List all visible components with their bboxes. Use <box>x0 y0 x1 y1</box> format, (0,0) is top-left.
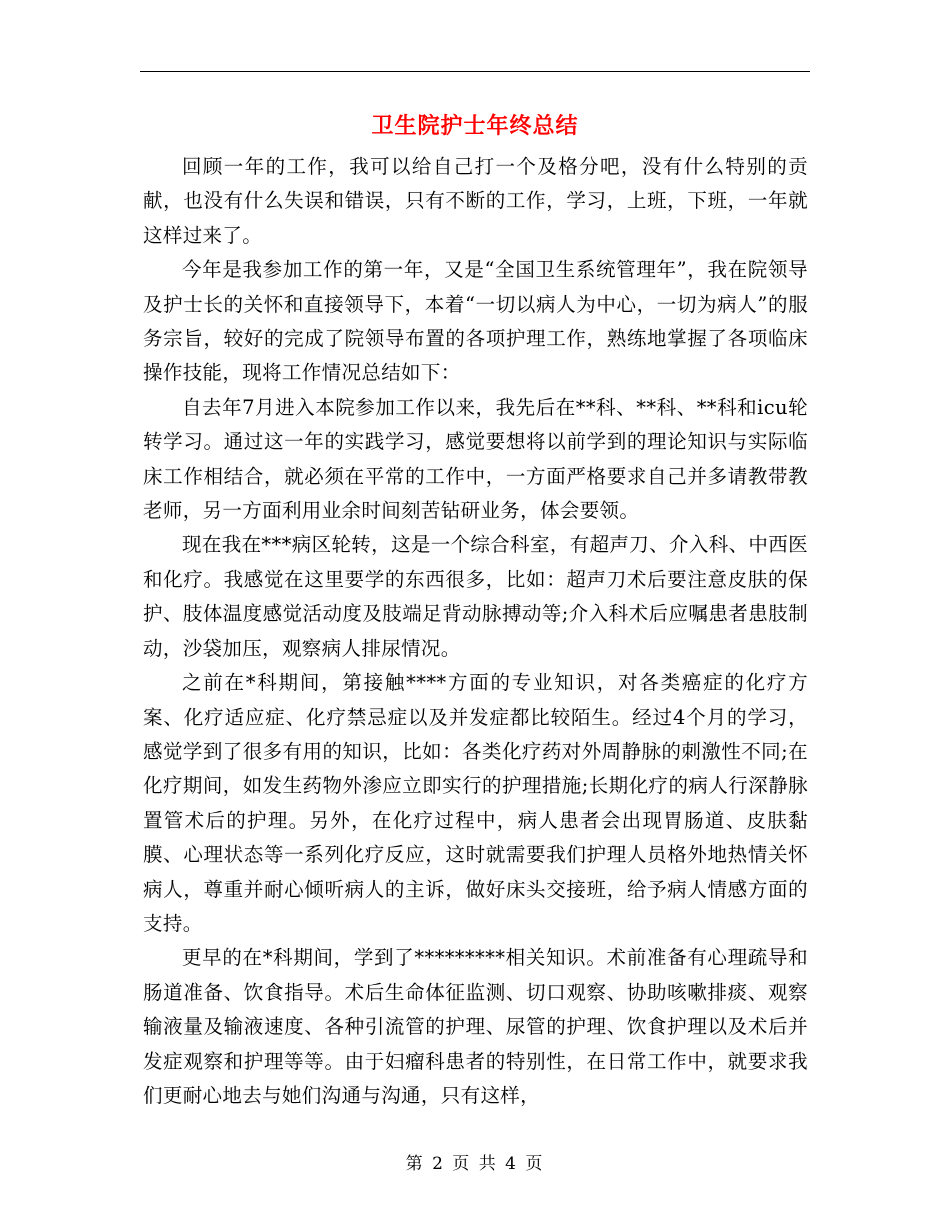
paragraph-3: 自去年7月进入本院参加工作以来，我先后在**科、**科、**科和icu轮转学习。通过这一年的实践学习，感觉要想将以前学到的理论知识与实际临床工作相结合，就必须在平常的工作中，一方面严格要求自己并多请教带教老师，另一方面利用业余时间刻苦钻研业务，体会要领。 <box>143 395 808 523</box>
header-rule <box>140 71 810 72</box>
paragraph-4: 现在我在***病区轮转，这是一个综合科室，有超声刀、介入科、中西医和化疗。我感觉在这里要学的东西很多，比如：超声刀术后要注意皮肤的保护、肢体温度感觉活动度及肢端足背动脉搏动等;介入科术后应嘱患者患肢制动，沙袋加压，观察病人排尿情况。 <box>143 533 808 660</box>
paragraph-2: 今年是我参加工作的第一年，又是“全国卫生系统管理年”，我在院领导及护士长的关怀和直接领导下，本着“一切以病人为中心，一切为病人”的服务宗旨，较好的完成了院领导布置的各项护理工作，熟练地掌握了各项临床操作技能，现将工作情况总结如下： <box>143 258 808 385</box>
paragraph-6: 更早的在*科期间，学到了*********相关知识。术前准备有心理疏导和肠道准备、饮食指导。术后生命体征监测、切口观察、协助咳嗽排痰、观察输液量及输液速度、各种引流管的护理、尿管的护理、饮食护理以及术后并发症观察和护理等等。由于妇瘤科患者的特别性，在日常工作中，就要求我们更耐心地去与她们沟通与沟通，只有这样， <box>143 946 808 1107</box>
paragraph-1: 回顾一年的工作，我可以给自己打一个及格分吧，没有什么特别的贡献，也没有什么失误和错误，只有不断的工作，学习，上班，下班，一年就这样过来了。 <box>143 155 808 247</box>
paragraph-5: 之前在*科期间，第接触****方面的专业知识，对各类癌症的化疗方案、化疗适应症、化疗禁忌症以及并发症都比较陌生。经过4个月的学习，感觉学到了很多有用的知识，比如：各类化疗药对外周静脉的刺激性不同;在化疗期间，如发生药物外渗应立即实行的护理措施;长期化疗的病人行深静脉置管术后的护理。另外，在化疗过程中，病人患者会出现胃肠道、皮肤黏膜、心理状态等一系列化疗反应，这时就需要我们护理人员格外地热情关怀病人，尊重并耐心倾听病人的主诉，做好床头交接班，给予病人情感方面的支持。 <box>143 671 808 935</box>
document-title: 卫生院护士年终总结 <box>371 113 579 139</box>
page-number: 第 2 页 共 4 页 <box>405 1154 545 1174</box>
document-body <box>143 150 808 1113</box>
